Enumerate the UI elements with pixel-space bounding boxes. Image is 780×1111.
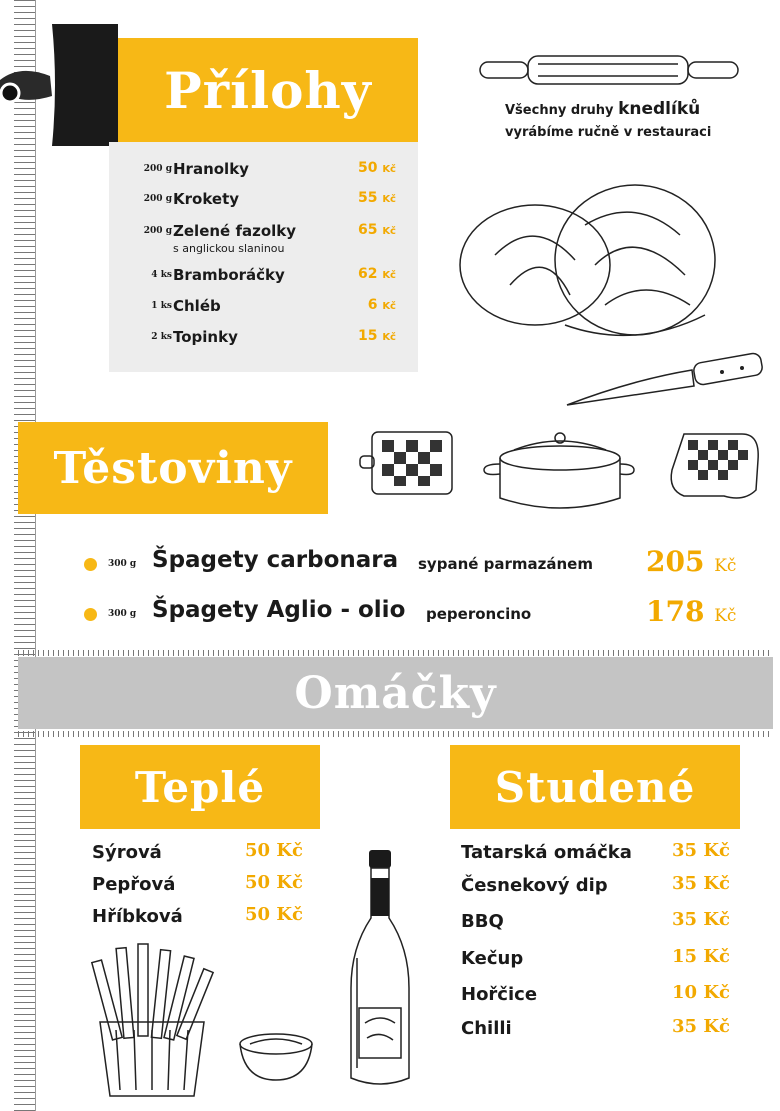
- priloha-row: [109, 295, 418, 323]
- dip-bowl-icon: [236, 1030, 316, 1085]
- testoviny-row: [80, 595, 760, 635]
- knedliky-note-line1: Všechny druhy knedlíků: [505, 99, 701, 119]
- priloha-currency: Kč: [382, 332, 396, 343]
- bullet-dot: [84, 608, 97, 621]
- teple-banner: [80, 745, 320, 829]
- priloha-price: [368, 297, 396, 313]
- studene-name: Tatarská omáčka: [461, 842, 632, 863]
- testoviny-title: Těstoviny: [53, 442, 293, 494]
- priloha-currency: Kč: [382, 164, 396, 175]
- teple-price: 50 Kč: [245, 872, 303, 893]
- priloha-qty: 200 g: [143, 164, 172, 174]
- priloha-price: [358, 266, 396, 282]
- studene-name: Hořčice: [461, 984, 538, 1005]
- testoviny-price: [646, 545, 736, 578]
- priloha-price-value: 15: [357, 328, 378, 344]
- teple-title: Teplé: [134, 762, 266, 812]
- testoviny-currency: Kč: [714, 556, 737, 576]
- priloha-name: Topinky: [173, 328, 238, 346]
- priloha-qty: 4 ks: [151, 270, 172, 280]
- testoviny-desc: peperoncino: [426, 605, 532, 623]
- potholder-icon: [358, 428, 458, 500]
- priloha-price: [358, 222, 396, 238]
- priloha-currency: Kč: [382, 194, 396, 205]
- bread-icon: [455, 175, 725, 345]
- priloha-row: [109, 158, 418, 186]
- priloha-name: Chléb: [173, 297, 221, 315]
- ruler-line: [35, 0, 36, 1111]
- knedliky-note-line2: vyrábíme ručně v restauraci: [505, 125, 712, 140]
- priloha-price-value: 55: [357, 190, 378, 206]
- bottle-icon: [345, 848, 415, 1093]
- teple-price: 50 Kč: [245, 904, 303, 925]
- teple-name: Hříbková: [92, 906, 183, 927]
- studene-banner: [450, 745, 740, 829]
- priloha-qty: 1 ks: [151, 301, 172, 311]
- priloha-price: [358, 190, 396, 206]
- omacky-ticks-top: [18, 650, 773, 656]
- studene-name: Chilli: [461, 1018, 512, 1039]
- testoviny-qty: 300 g: [108, 559, 137, 569]
- studene-name: Kečup: [461, 948, 524, 969]
- priloha-price-value: 6: [367, 297, 378, 313]
- knedliky-word: knedlíků: [618, 99, 701, 119]
- binder-clip-icon: [0, 20, 125, 150]
- priloha-qty: 200 g: [143, 226, 172, 236]
- priloha-price-value: 50: [357, 160, 378, 176]
- priloha-price: [358, 160, 396, 176]
- priloha-currency: Kč: [382, 301, 396, 312]
- teple-price: 50 Kč: [245, 840, 303, 861]
- priloha-price-value: 65: [357, 222, 378, 238]
- bullet-dot: [84, 558, 97, 571]
- prilohy-banner: [118, 38, 418, 142]
- priloha-name: Zelené fazolky: [173, 222, 297, 240]
- studene-price: 35 Kč: [672, 1016, 730, 1037]
- testoviny-currency: Kč: [714, 606, 737, 626]
- testoviny-price-value: 205: [646, 545, 705, 578]
- testoviny-row: [80, 545, 760, 585]
- ruler-decoration: [14, 0, 36, 1111]
- testoviny-price: [646, 595, 736, 628]
- pot-icon: [482, 428, 637, 513]
- testoviny-banner: [18, 422, 328, 514]
- omacky-band: [18, 657, 773, 729]
- omacky-title: Omáčky: [294, 667, 497, 719]
- priloha-name: Hranolky: [173, 160, 249, 178]
- fries-icon: [82, 940, 222, 1100]
- priloha-currency: Kč: [382, 226, 396, 237]
- priloha-qty: 200 g: [143, 194, 172, 204]
- rolling-pin-icon: [478, 50, 743, 90]
- priloha-row: [109, 264, 418, 292]
- studene-price: 15 Kč: [672, 946, 730, 967]
- studene-price: 35 Kč: [672, 873, 730, 894]
- studene-price: 35 Kč: [672, 840, 730, 861]
- priloha-currency: Kč: [382, 270, 396, 281]
- studene-name: BBQ: [461, 911, 504, 932]
- testoviny-qty: 300 g: [108, 609, 137, 619]
- priloha-name: Krokety: [173, 190, 240, 208]
- priloha-row: [109, 326, 418, 354]
- knife-icon: [562, 350, 767, 410]
- studene-name: Česnekový dip: [461, 875, 608, 896]
- studene-title: Studené: [494, 762, 696, 812]
- testoviny-name: Špagety carbonara: [152, 547, 399, 573]
- prilohy-panel: [109, 142, 418, 372]
- priloha-row: [109, 188, 418, 216]
- omacky-ticks-bottom: [18, 731, 773, 737]
- testoviny-desc: sypané parmazánem: [418, 555, 593, 573]
- testoviny-price-value: 178: [646, 595, 705, 628]
- testoviny-name: Špagety Aglio - olio: [152, 597, 406, 623]
- priloha-row: [109, 220, 418, 255]
- priloha-sub: s anglickou slaninou: [173, 242, 285, 255]
- studene-price: 35 Kč: [672, 909, 730, 930]
- oven-mitt-icon: [664, 430, 764, 505]
- knedliky-note: [505, 98, 755, 144]
- priloha-qty: 2 ks: [151, 332, 172, 342]
- prilohy-title: Přílohy: [164, 60, 372, 120]
- priloha-name: Bramboráčky: [173, 266, 285, 284]
- priloha-price: [358, 328, 396, 344]
- teple-name: Pepřová: [92, 874, 176, 895]
- studene-price: 10 Kč: [672, 982, 730, 1003]
- teple-name: Sýrová: [92, 842, 162, 863]
- priloha-price-value: 62: [357, 266, 378, 282]
